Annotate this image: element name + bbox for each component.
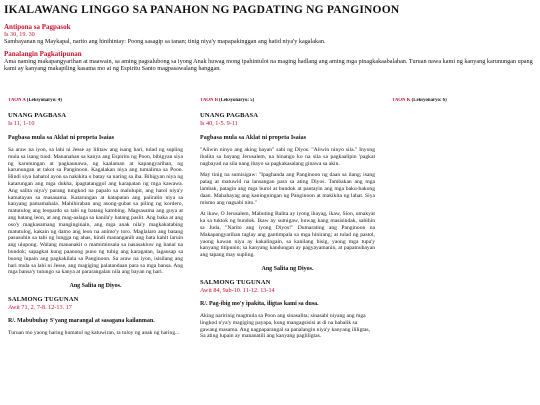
panalangin-text: Ama naming makapangyarihan at maawain, sa aming pagsalubong sa iyong Anak huwag mong ipahintulot na maging hadlang ang aming mga pinagkakaabalahan. Turuan nawa kami ng kanyang karunungan upang kami ay kanyang makapiling kasama mo at ng Espiritu Santo magpasawalang hanggan. (4, 58, 533, 73)
psalm-body: Turuan mo yaong haring humatol ng katuwiran, ta tuloy ng anak ng haring... (8, 330, 180, 337)
panalangin-title: Panalangin Pagkatipunan (4, 50, 82, 59)
lectionary-label: (Leksyonaryo: 5) (219, 98, 255, 103)
antipona-title: Antipona sa Pagpasok (4, 23, 71, 31)
psalm-ref: Awit 71, 2. 7-8. 12-13. 17 (8, 304, 72, 312)
psalm-title: SALMONG TUGUNAN (8, 296, 79, 304)
reading-body-2: May tinig na sumisigaw: "Ipaghanda ang Panginoon ng daan sa ilang; isang patag at matuwid na lansangan para sa ating Diyos. Tambakan ang mga lambak, patagin ang mga burol at bundok at pantayin ang mga baku-bakong daan. Mahahayag ang kaningningan ng Panginoon at makikita ng lahat. Siya mismo ang nagsabi nito." (200, 172, 375, 206)
intro-section (4, 23, 540, 73)
closing-line: Ang Salita ng Diyos. (261, 265, 314, 272)
psalm-title: SALMONG TUGUNAN (200, 278, 271, 286)
reading-columns (4, 98, 536, 405)
psalm-response: R/. Pag-ibig mo'y ipakita, iligtas kami sa dusa. (200, 300, 319, 307)
reading-source: Pagbasa mula sa Aklat ni propeta Isaias (8, 135, 115, 141)
column-header (8, 98, 183, 104)
reading-title: UNANG PAGBASA (200, 112, 259, 119)
lectionary-label: (Leksyonaryo: 6) (411, 98, 447, 103)
lectionary-label: (Leksyonaryo: 4) (26, 98, 62, 103)
year-label: TAON A (8, 98, 26, 103)
page-title: IKALAWANG LINGGO SA PANAHON NG PAGDATING NG PANGINOON (4, 4, 400, 16)
closing-line: Ang Salita ng Diyos. (69, 283, 122, 290)
psalm-response: R/. Mabubuhay S'yang marangal at sasagana kailanman. (8, 318, 155, 325)
reading-body-3: At ikaw, O Jerusalem, Mabuting Balita ay iyong ihayag, ikaw, Sion, umakyat ka sa tuktok ng bundok. Ikaw ay sumigaw, huwag kang masisindak, sabihin sa Juda, "Narito ang iyong Diyos!" Dumarating ang Panginoon na Makapangyarihan taglay ang gantimpala sa mga hinirang; at tulad ng pastol, yaong kawan niya ay kakalingain, sa kanilang bisig, yaong mga tupa'y kanyang titipunin; sa kanyang kandungan ay pagyayamanin, at papatnubayan ang tapang may supling. (200, 211, 375, 259)
reading-ref: Is 11, 1-10 (8, 120, 35, 127)
psalm-body: Aking naririnig magmula sa Poon ang sinasalita; sinasabi niyang ang mga lingkod n'ya'y magiging payapa, kung mangagsisisi at di na babalik sa gawang masama. Ang nagpaparangal sa panalangin niya'y kanyang ililigtas, Sa ating lupain ay mananatili ang kanyang pagliligtas. (200, 312, 371, 340)
reading-body: Sa araw na iyon, sa lahi ni Jesse ay lilitaw ang isang hari, tulad ng supling mula sa isang tuod. Mananahan sa kanya ang Espiritu ng Poon, bibigyan siya ng karunungan at pagkaunawa, ng kaalaman at kapangyarihan, ng karunungan at takot sa Panginoon. Kagalakan niya ang tumalima sa Poon. Hindi siya hahatol ayon sa nakikita o batay sa naring sa iba. Bibigyan niya ng katarungan ang mga dukha, ipagtatanggol ang karapatan ng mga kawawa. Ang salita niya'y parang tungkod na papalo sa malulupit, ang hatol niya'y kamatayan sa masasama. Katarungan at katapatan ang paiiralin niya sa kanyang pamamahala. Mahihiraban ang asong-gubat sa piling ng kordero, matutulog ang leopardo sa tabi ng batang kambing. Magsasama ang guya at ang batang leon, at ang mag-aalaga sa kanila'y batang paslit. Ang baka at ang oso'y magkasamang manginginain, ang mga anak nila'y magkakatabing matutulog, kakain ng damo ang leon na animo'y toro. Maglalaro ang batang pasusuhin sa tabi ng lungga ng ahas, hindi mananganib ang bata kahit laruin ang ulupong. Walang mananakit o mamiminsala sa nasasakluw ng banal na bundok; sapagkat kung paanong puno ng tubig ang karagatan, lagausap sa buong lupain ang pagkakilala sa Panginoon. Sa araw na iyon, isisilang ang hari mula sa lahi ni Jesse, ang magiging palatandaan para sa mga bansa. Ang mga bansa'y tutungo sa kanya at pararangalan nila ang bayan ng hari. (8, 147, 183, 276)
antipona-text: Sambayanan ng Maykapal, narito ang hinihintay: Poong sasagip sa tanan; tinig niya'y mapapakinggan ang hatid niya'y kagalakan. (4, 38, 326, 45)
year-label: TAON K (392, 98, 411, 103)
column-taon-a (8, 98, 183, 405)
reading-source: Pagbasa mula sa Aklat ni propeta Isaias (200, 135, 307, 141)
antipona-ref: Is 30, 19. 30 (4, 31, 35, 38)
column-taon-b (200, 98, 375, 405)
column-header (392, 98, 540, 104)
year-label: TAON B (200, 98, 218, 103)
column-header (200, 98, 375, 104)
reading-title: UNANG PAGBASA (8, 112, 67, 119)
psalm-ref: Awit 84, 9ab-10. 11-12. 13-14 (200, 286, 275, 294)
column-taon-k (392, 98, 540, 405)
reading-ref: Is 40, 1-5. 9-11 (200, 120, 238, 127)
reading-body-1: "Aliwin ninyo ang aking bayan" sabi ng Diyos. "Aliwin ninyo sila." Inyong ibalita sa bayang Jerusalem, na hinango ko na sila sa pagkaalipin 'pagkat nagbayad na sila nang ibayo sa pagkakasalang ginawa sa akin. (200, 147, 375, 167)
